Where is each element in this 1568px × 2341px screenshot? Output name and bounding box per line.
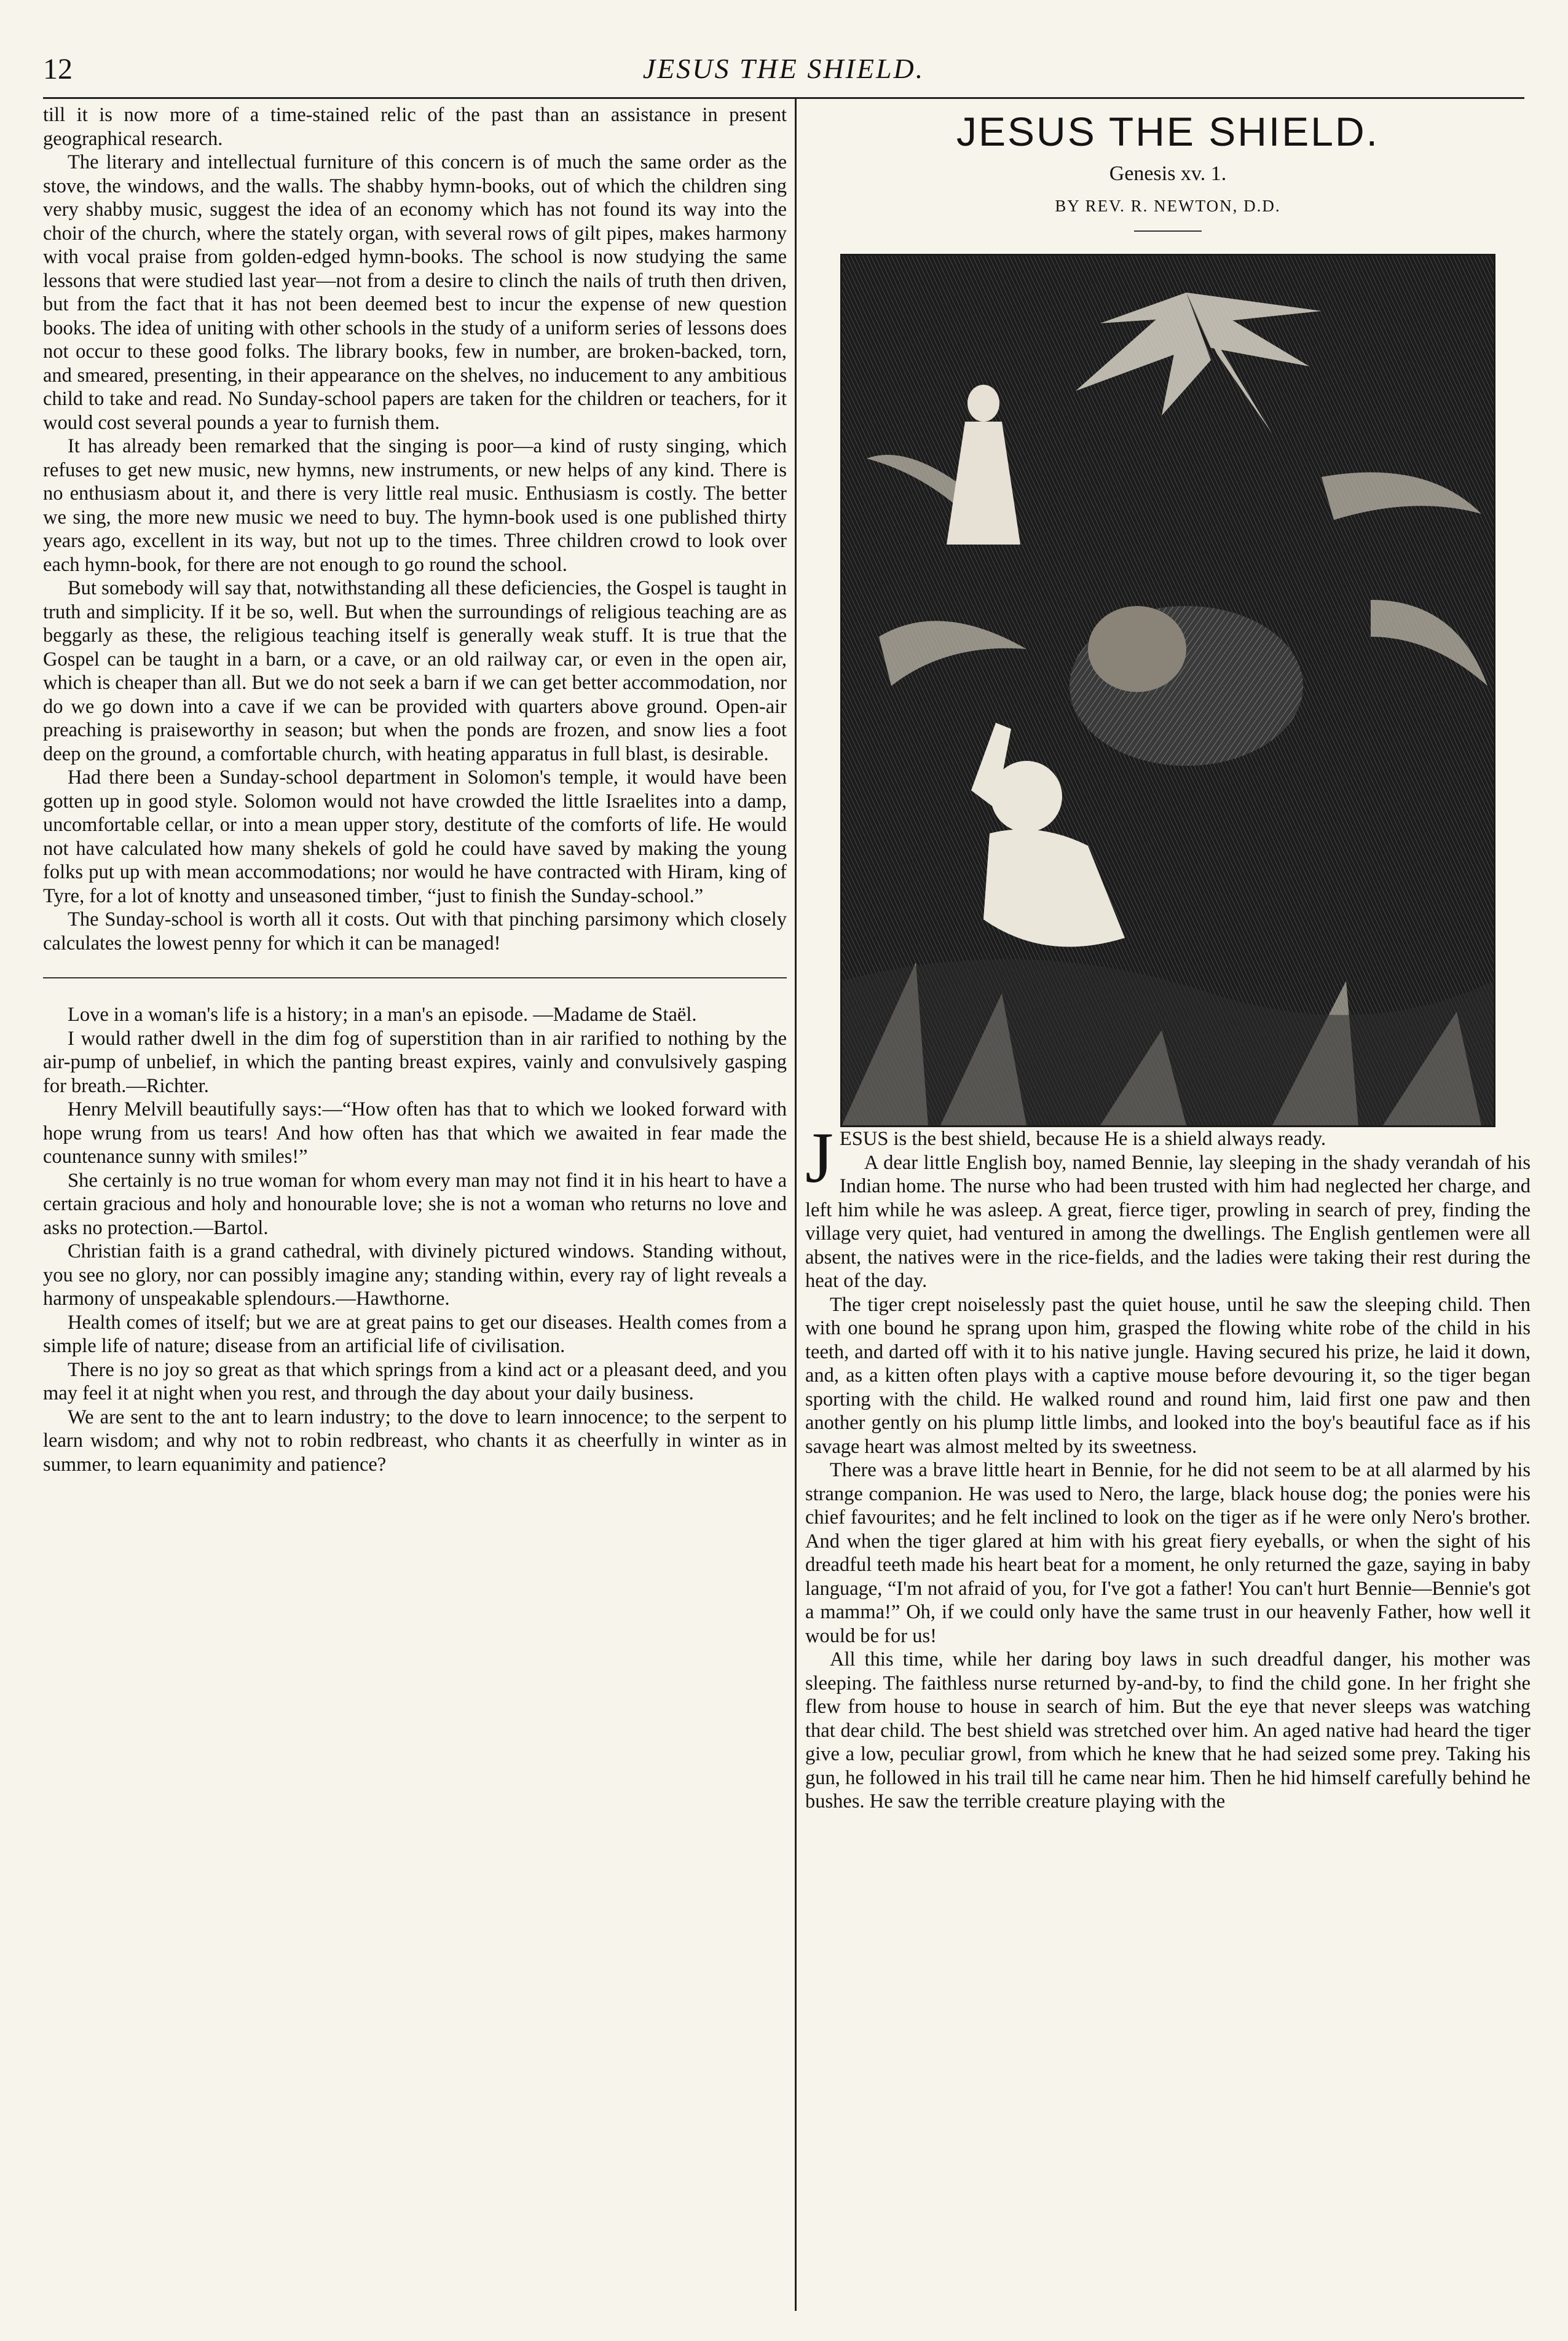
illustration-engraving	[840, 254, 1495, 1127]
quote-paragraph: She certainly is no true woman for whom every man may not find it in his heart to have a certain gracious and holy and honourable love; she is not a woman who returns no love and asks no protection.—Bartol.	[43, 1169, 787, 1239]
story-paragraph: A dear little English boy, named Bennie, lay sleeping in the shady verandah of his Indian home. The nurse who had been trusted with him had neglected her charge, and left him while he was asleep. A great, fierce tiger, prowling in search of prey, finding the village very quiet, had ventured in among the dwellings. The English gentlemen were all absent, the natives were in the rice-fields, and the ladies were taking their rest during the heat of the day.	[805, 1151, 1531, 1292]
article-paragraph: The literary and intellectual furniture of this concern is of much the same order as the stove, the windows, and the walls. The shabby hymn-books, out of which the children sing very shabby music, suggest the idea of an economy which has not found its way into the choir of the church, where the stately organ, with several rows of gilt pipes, makes harmony with vocal praise from golden-edged hymn-books. The school is now studying the same lessons that were studied last year—not from a desire to clinch the nails of truth then driven, but from the fact that it has not been deemed best to incur the expense of new question books. The idea of uniting with other schools in the study of a uniform series of lessons does not occur to these good folks. The library books, few in number, are broken-backed, torn, and smeared, presenting, in their appearance on the shelves, no inducement to any ambitious child to take and read. No Sunday-school papers are taken for the children or teachers, for it would cost several pounds a year to furnish them.	[43, 151, 787, 434]
story-first-paragraph	[805, 1117, 1531, 1198]
article-paragraph: till it is now more of a time-stained relic of the past than an assistance in present geographical research.	[43, 104, 787, 150]
drop-cap: J	[805, 1117, 833, 1198]
quote-paragraph: Love in a woman's life is a history; in a man's an episode. —Madame de Staël.	[68, 1004, 697, 1026]
header-rule	[43, 97, 1524, 99]
article-scripture-reference: Genesis xv. 1.	[1109, 162, 1227, 185]
running-title: JESUS THE SHIELD.	[642, 53, 925, 84]
quote-paragraph: Henry Melvill beautifully says:—“How often has that to which we looked forward with hope wrung from us tears! And how often has that which we awaited in fear made the countenance sunny with smiles!”	[43, 1098, 787, 1168]
article-paragraph: Had there been a Sunday-school department in Solomon's temple, it would have been gotten up in good style. Solomon would not have crowded the little Israelites into a damp, uncomfortable cellar, or into a mean upper story, destitute of the comforts of life. He would not have calculated how many shekels of gold he could have saved by making the young folks put up with mean accommodations; nor would he have contracted with Hiram, king of Tyre, for a lot of knotty and unseasoned timber, “just to finish the Sunday-school.”	[43, 766, 787, 907]
article-title: JESUS THE SHIELD.	[956, 109, 1379, 154]
quote-paragraph: We are sent to the ant to learn industry; to the dove to learn innocence; to the serpent to learn wisdom; and why not to robin redbreast, who chants it as cheerfully in winter as in summer, to learn equanimity and patience?	[43, 1406, 787, 1476]
quote-paragraph: There is no joy so great as that which springs from a kind act or a pleasant deed, and you may feel it at night when you rest, and through the day about your daily business.	[43, 1358, 787, 1404]
story-paragraph: All this time, while her daring boy laws in such dreadful danger, his mother was sleeping. The faithless nurse returned by-and-by, to find the child gone. In her fright she flew from house to house in search of him. But the eye that never sleeps was watching that dear child. The best shield was stretched over him. An aged native had heard the tiger give a low, peculiar growl, from which he knew that he had seized some prey. Taking his gun, he followed in his trail till he came near him. Then he hid himself carefully behind he bushes. He saw the terrible creature playing with the	[805, 1648, 1531, 1812]
story-paragraph: There was a brave little heart in Bennie, for he did not seem to be at all alarmed by his strange companion. He was used to Nero, the large, black house dog; the ponies were his chief favourites; and he felt inclined to look on the tiger as if he were only Nero's brother. And when the tiger glared at him with his great fiery eyeballs, or when the sight of his dreadful teeth made his heart beat for a moment, he only returned the gaze, saying in baby language, “I'm not afraid of you, for I've got a father! You can't hurt Bennie—Bennie's got a mamma!” Oh, if we could only have the same trust in our heavenly Father, how well it would be for us!	[805, 1459, 1531, 1647]
byline-rule	[1134, 230, 1202, 232]
article-paragraph: But somebody will say that, notwithstanding all these deficiencies, the Gospel is taught in truth and simplicity. If it be so, well. But when the surroundings of religious teaching are as beggarly as these, the religious teaching itself is generally weak stuff. It is true that the Gospel can be taught in a barn, or a cave, or an old railway car, or even in the open air, which is cheaper than all. But we do not seek a barn if we can get better accommodation, nor do we go down into a cave if we can be provided with quarters above ground. Open-air preaching is praiseworthy in season; but when the ponds are frozen, and snow lies a foot deep on the ground, a comfortable church, with heating apparatus in full blast, is desirable.	[43, 577, 787, 765]
story-first-paragraph-text: ESUS is the best shield, because He is a shield always ready.	[839, 1128, 1326, 1150]
section-separator	[43, 977, 787, 978]
quote-paragraph: Health comes of itself; but we are at great pains to get our diseases. Health comes from a simple life of nature; disease from an artificial life of civilisation.	[43, 1311, 787, 1357]
left-column	[43, 103, 787, 2316]
article-byline: BY REV. R. NEWTON, D.D.	[1055, 197, 1281, 215]
page-number: 12	[43, 53, 73, 85]
article-paragraph: It has already been remarked that the singing is poor—a kind of rusty singing, which refuses to get new music, new hymns, new instruments, or new helps of any kind. There is no enthusiasm about it, and there is very little real music. Enthusiasm is costly. The better we sing, the more new music we need to buy. The hymn-book used is one published thirty years ago, excellent in its way, but not up to the times. Three children crowd to look over each hymn-book, for there are not enough to go round the school.	[43, 435, 787, 576]
quote-paragraph: Christian faith is a grand cathedral, with divinely pictured windows. Standing without, you see no glory, nor can possibly imagine any; standing within, every ray of light reveals a harmony of unspeakable splendours.—Hawthorne.	[43, 1240, 787, 1310]
article-paragraph: The Sunday-school is worth all it costs. Out with that pinching parsimony which closely calculates the lowest penny for which it can be managed!	[43, 908, 787, 954]
page-header	[43, 52, 1524, 89]
story-paragraph: The tiger crept noiselessly past the quiet house, until he saw the sleeping child. Then with one bound he sprang upon him, grasped the flowing white robe of the child in his teeth, and darted off with it to his native jungle. Having secured his prize, he laid it down, and, as a kitten often plays with a captive mouse before devouring it, so the tiger began sporting with the child. He walked round and round him, laid first one paw and then another gently on his plump little limbs, and looked into the boy's beautiful face as if his savage heart was almost melted by its sweetness.	[805, 1293, 1531, 1458]
column-divider	[795, 98, 797, 2311]
story-text	[805, 1117, 1531, 1814]
quote-paragraph: I would rather dwell in the dim fog of superstition than in air rarified to nothing by the air-pump of unbelief, in which the panting breast expires, vainly and convulsively gasping for breath.—Richter.	[43, 1027, 787, 1097]
right-column	[805, 103, 1531, 2316]
